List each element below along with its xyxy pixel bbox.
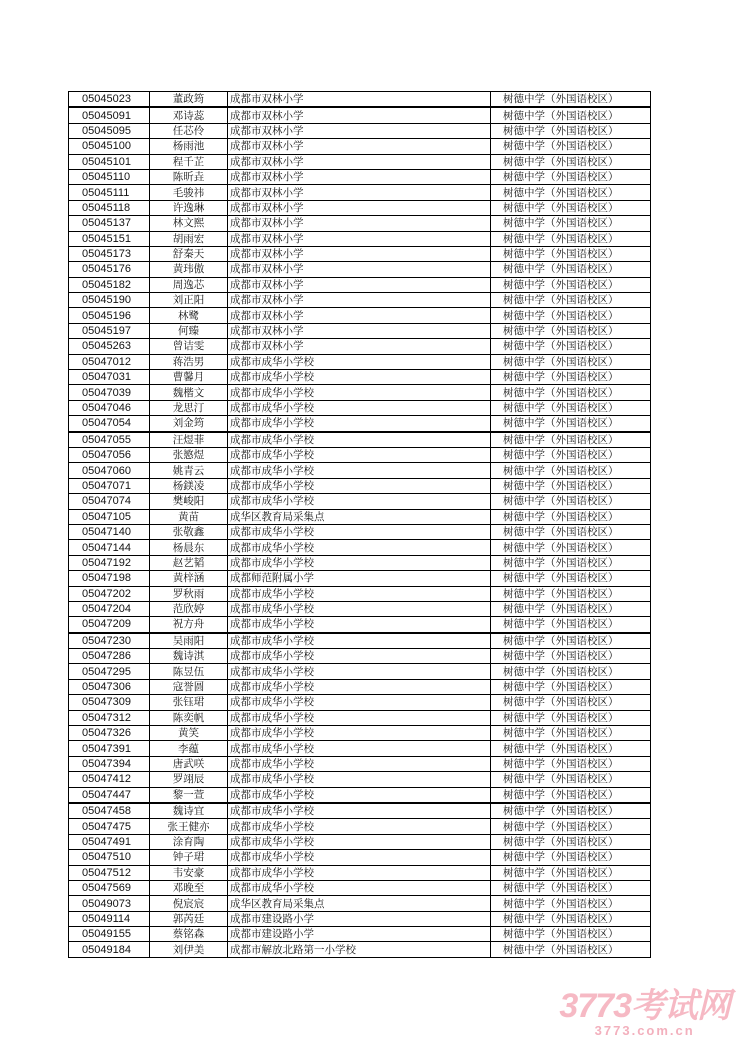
primary-school-cell: 成都市双林小学 xyxy=(228,262,491,277)
student-id-cell: 05045095 xyxy=(69,123,150,138)
student-name-cell: 寇誉圆 xyxy=(150,679,228,694)
student-id-cell: 05047391 xyxy=(69,741,150,756)
primary-school-cell: 成华区教育局采集点 xyxy=(228,509,491,524)
student-name-cell: 林鹭 xyxy=(150,308,228,323)
student-id-cell: 05045111 xyxy=(69,185,150,200)
admitted-school-cell: 树德中学（外国语校区） xyxy=(491,447,651,462)
student-id-cell: 05047209 xyxy=(69,617,150,633)
student-name-cell: 刘金筠 xyxy=(150,416,228,432)
primary-school-cell: 成都市成华小学校 xyxy=(228,400,491,415)
admission-table xyxy=(68,91,651,958)
primary-school-cell: 成都市成华小学校 xyxy=(228,679,491,694)
student-id-cell: 05045182 xyxy=(69,277,150,292)
admitted-school-cell: 树德中学（外国语校区） xyxy=(491,834,651,849)
admitted-school-cell: 树德中学（外国语校区） xyxy=(491,200,651,215)
admitted-school-cell: 树德中学（外国语校区） xyxy=(491,92,651,108)
student-id-cell: 05047569 xyxy=(69,880,150,895)
admitted-school-cell: 树德中学（外国语校区） xyxy=(491,139,651,154)
primary-school-cell: 成都市双林小学 xyxy=(228,107,491,123)
primary-school-cell: 成都市成华小学校 xyxy=(228,834,491,849)
primary-school-cell: 成都市成华小学校 xyxy=(228,756,491,771)
student-name-cell: 张敬鑫 xyxy=(150,524,228,539)
student-id-cell: 05047512 xyxy=(69,865,150,880)
table-row xyxy=(69,231,651,246)
table-row xyxy=(69,524,651,539)
student-id-cell: 05049114 xyxy=(69,911,150,926)
admitted-school-cell: 树德中学（外国语校区） xyxy=(491,679,651,694)
student-id-cell: 05047447 xyxy=(69,787,150,803)
table-row xyxy=(69,139,651,154)
table-row xyxy=(69,200,651,215)
table-row xyxy=(69,911,651,926)
admitted-school-cell: 树德中学（外国语校区） xyxy=(491,246,651,261)
student-id-cell: 05047286 xyxy=(69,649,150,664)
admitted-school-cell: 树德中学（外国语校区） xyxy=(491,664,651,679)
table-row xyxy=(69,803,651,819)
table-row xyxy=(69,649,651,664)
table-row xyxy=(69,185,651,200)
table-row xyxy=(69,571,651,586)
primary-school-cell: 成都市成华小学校 xyxy=(228,494,491,509)
table-row xyxy=(69,586,651,601)
table-row xyxy=(69,246,651,261)
admitted-school-cell: 树德中学（外国语校区） xyxy=(491,710,651,725)
admitted-school-cell: 树德中学（外国语校区） xyxy=(491,123,651,138)
primary-school-cell: 成都市双林小学 xyxy=(228,231,491,246)
table-row xyxy=(69,339,651,354)
admitted-school-cell: 树德中学（外国语校区） xyxy=(491,494,651,509)
primary-school-cell: 成都市成华小学校 xyxy=(228,710,491,725)
table-row xyxy=(69,354,651,369)
primary-school-cell: 成都市成华小学校 xyxy=(228,586,491,601)
admitted-school-cell: 树德中学（外国语校区） xyxy=(491,185,651,200)
student-name-cell: 任芯伶 xyxy=(150,123,228,138)
student-id-cell: 05045190 xyxy=(69,293,150,308)
student-name-cell: 黄玮傲 xyxy=(150,262,228,277)
primary-school-cell: 成都市成华小学校 xyxy=(228,540,491,555)
student-id-cell: 05047031 xyxy=(69,370,150,385)
admitted-school-cell: 树德中学（外国语校区） xyxy=(491,787,651,803)
primary-school-cell: 成都市成华小学校 xyxy=(228,772,491,787)
table-row xyxy=(69,679,651,694)
student-id-cell: 05047491 xyxy=(69,834,150,849)
table-row xyxy=(69,772,651,787)
primary-school-cell: 成都市成华小学校 xyxy=(228,385,491,400)
admitted-school-cell: 树德中学（外国语校区） xyxy=(491,880,651,895)
admitted-school-cell: 树德中学（外国语校区） xyxy=(491,400,651,415)
student-name-cell: 钟子珺 xyxy=(150,850,228,865)
table-row xyxy=(69,741,651,756)
primary-school-cell: 成都市成华小学校 xyxy=(228,649,491,664)
primary-school-cell: 成都市成华小学校 xyxy=(228,633,491,649)
student-id-cell: 05047230 xyxy=(69,633,150,649)
admitted-school-cell: 树德中学（外国语校区） xyxy=(491,695,651,710)
primary-school-cell: 成都市建设路小学 xyxy=(228,927,491,942)
table-row xyxy=(69,633,651,649)
admitted-school-cell: 树德中学（外国语校区） xyxy=(491,308,651,323)
student-name-cell: 吴雨阳 xyxy=(150,633,228,649)
admitted-school-cell: 树德中学（外国语校区） xyxy=(491,107,651,123)
student-id-cell: 05047306 xyxy=(69,679,150,694)
admitted-school-cell: 树德中学（外国语校区） xyxy=(491,509,651,524)
primary-school-cell: 成都市成华小学校 xyxy=(228,370,491,385)
primary-school-cell: 成都市成华小学校 xyxy=(228,447,491,462)
student-name-cell: 董政筠 xyxy=(150,92,228,108)
student-name-cell: 汪煜菲 xyxy=(150,432,228,448)
primary-school-cell: 成都市建设路小学 xyxy=(228,911,491,926)
student-name-cell: 邓诗蕊 xyxy=(150,107,228,123)
student-name-cell: 龙思汀 xyxy=(150,400,228,415)
table-row xyxy=(69,262,651,277)
student-id-cell: 05045023 xyxy=(69,92,150,108)
student-id-cell: 05047204 xyxy=(69,601,150,616)
student-name-cell: 樊峻阳 xyxy=(150,494,228,509)
admitted-school-cell: 树德中学（外国语校区） xyxy=(491,277,651,292)
student-name-cell: 祝方舟 xyxy=(150,617,228,633)
student-name-cell: 陈奕帆 xyxy=(150,710,228,725)
student-name-cell: 胡雨宏 xyxy=(150,231,228,246)
admitted-school-cell: 树德中学（外国语校区） xyxy=(491,385,651,400)
student-name-cell: 程千芷 xyxy=(150,154,228,169)
admitted-school-cell: 树德中学（外国语校区） xyxy=(491,354,651,369)
admitted-school-cell: 树德中学（外国语校区） xyxy=(491,555,651,570)
primary-school-cell: 成都市双林小学 xyxy=(228,139,491,154)
admitted-school-cell: 树德中学（外国语校区） xyxy=(491,463,651,478)
student-name-cell: 涂育陶 xyxy=(150,834,228,849)
student-id-cell: 05045151 xyxy=(69,231,150,246)
student-id-cell: 05045197 xyxy=(69,323,150,338)
student-id-cell: 05047144 xyxy=(69,540,150,555)
primary-school-cell: 成都市成华小学校 xyxy=(228,524,491,539)
table-row xyxy=(69,850,651,865)
student-id-cell: 05047039 xyxy=(69,385,150,400)
table-row xyxy=(69,726,651,741)
primary-school-cell: 成都市成华小学校 xyxy=(228,463,491,478)
table-row xyxy=(69,308,651,323)
admitted-school-cell: 树德中学（外国语校区） xyxy=(491,633,651,649)
table-row xyxy=(69,494,651,509)
admitted-school-cell: 树德中学（外国语校区） xyxy=(491,293,651,308)
student-name-cell: 黄笑 xyxy=(150,726,228,741)
primary-school-cell: 成都市双林小学 xyxy=(228,323,491,338)
table-row xyxy=(69,880,651,895)
admitted-school-cell: 树德中学（外国语校区） xyxy=(491,850,651,865)
watermark-logo: 3773考试网 xyxy=(559,987,730,1025)
student-id-cell: 05045101 xyxy=(69,154,150,169)
primary-school-cell: 成都市解放北路第一小学校 xyxy=(228,942,491,957)
student-id-cell: 05047140 xyxy=(69,524,150,539)
admitted-school-cell: 树德中学（外国语校区） xyxy=(491,819,651,834)
table-row xyxy=(69,942,651,957)
primary-school-cell: 成都市成华小学校 xyxy=(228,850,491,865)
student-id-cell: 05045091 xyxy=(69,107,150,123)
primary-school-cell: 成都市双林小学 xyxy=(228,277,491,292)
student-name-cell: 曾诘雯 xyxy=(150,339,228,354)
table-row xyxy=(69,555,651,570)
table-row xyxy=(69,370,651,385)
table-row xyxy=(69,756,651,771)
primary-school-cell: 成都市双林小学 xyxy=(228,200,491,215)
student-id-cell: 05047054 xyxy=(69,416,150,432)
table-row xyxy=(69,601,651,616)
primary-school-cell: 成都市成华小学校 xyxy=(228,664,491,679)
admitted-school-cell: 树德中学（外国语校区） xyxy=(491,540,651,555)
student-name-cell: 张慜煜 xyxy=(150,447,228,462)
primary-school-cell: 成华区教育局采集点 xyxy=(228,896,491,911)
student-name-cell: 刘伊美 xyxy=(150,942,228,957)
student-id-cell: 05047192 xyxy=(69,555,150,570)
student-id-cell: 05047295 xyxy=(69,664,150,679)
admitted-school-cell: 树德中学（外国语校区） xyxy=(491,803,651,819)
student-name-cell: 杨雨池 xyxy=(150,139,228,154)
student-name-cell: 杨鎂凌 xyxy=(150,478,228,493)
student-name-cell: 周逸芯 xyxy=(150,277,228,292)
student-name-cell: 李蕴 xyxy=(150,741,228,756)
admitted-school-cell: 树德中学（外国语校区） xyxy=(491,216,651,231)
admitted-school-cell: 树德中学（外国语校区） xyxy=(491,169,651,184)
student-name-cell: 魏楷文 xyxy=(150,385,228,400)
admission-table-body xyxy=(69,92,651,958)
primary-school-cell: 成都市成华小学校 xyxy=(228,803,491,819)
table-row xyxy=(69,123,651,138)
admitted-school-cell: 树德中学（外国语校区） xyxy=(491,601,651,616)
student-name-cell: 张王健亦 xyxy=(150,819,228,834)
student-id-cell: 05047510 xyxy=(69,850,150,865)
admitted-school-cell: 树德中学（外国语校区） xyxy=(491,865,651,880)
table-row xyxy=(69,819,651,834)
admitted-school-cell: 树德中学（外国语校区） xyxy=(491,896,651,911)
student-name-cell: 毛骏祎 xyxy=(150,185,228,200)
table-row xyxy=(69,664,651,679)
table-row xyxy=(69,695,651,710)
admitted-school-cell: 树德中学（外国语校区） xyxy=(491,726,651,741)
table-row xyxy=(69,107,651,123)
student-id-cell: 05047475 xyxy=(69,819,150,834)
student-id-cell: 05045176 xyxy=(69,262,150,277)
student-name-cell: 邓晚至 xyxy=(150,880,228,895)
student-name-cell: 范欣婷 xyxy=(150,601,228,616)
student-id-cell: 05049073 xyxy=(69,896,150,911)
student-id-cell: 05047312 xyxy=(69,710,150,725)
admitted-school-cell: 树德中学（外国语校区） xyxy=(491,649,651,664)
admitted-school-cell: 树德中学（外国语校区） xyxy=(491,323,651,338)
table-row xyxy=(69,540,651,555)
admitted-school-cell: 树德中学（外国语校区） xyxy=(491,416,651,432)
student-name-cell: 刘正阳 xyxy=(150,293,228,308)
primary-school-cell: 成都市双林小学 xyxy=(228,339,491,354)
primary-school-cell: 成都市成华小学校 xyxy=(228,601,491,616)
student-name-cell: 唐武咲 xyxy=(150,756,228,771)
table-row xyxy=(69,385,651,400)
admitted-school-cell: 树德中学（外国语校区） xyxy=(491,772,651,787)
student-id-cell: 05049155 xyxy=(69,927,150,942)
student-id-cell: 05047309 xyxy=(69,695,150,710)
student-id-cell: 05047198 xyxy=(69,571,150,586)
student-name-cell: 曹馨月 xyxy=(150,370,228,385)
student-name-cell: 何臻 xyxy=(150,323,228,338)
admitted-school-cell: 树德中学（外国语校区） xyxy=(491,339,651,354)
admitted-school-cell: 树德中学（外国语校区） xyxy=(491,262,651,277)
student-id-cell: 05047458 xyxy=(69,803,150,819)
student-name-cell: 黎一萱 xyxy=(150,787,228,803)
primary-school-cell: 成都市成华小学校 xyxy=(228,819,491,834)
primary-school-cell: 成都市双林小学 xyxy=(228,308,491,323)
student-id-cell: 05047326 xyxy=(69,726,150,741)
table-row xyxy=(69,710,651,725)
admitted-school-cell: 树德中学（外国语校区） xyxy=(491,942,651,957)
primary-school-cell: 成都市成华小学校 xyxy=(228,787,491,803)
student-id-cell: 05045100 xyxy=(69,139,150,154)
admitted-school-cell: 树德中学（外国语校区） xyxy=(491,927,651,942)
table-row xyxy=(69,834,651,849)
primary-school-cell: 成都市成华小学校 xyxy=(228,880,491,895)
student-name-cell: 黄梓涵 xyxy=(150,571,228,586)
primary-school-cell: 成都市双林小学 xyxy=(228,293,491,308)
primary-school-cell: 成都市双林小学 xyxy=(228,154,491,169)
admitted-school-cell: 树德中学（外国语校区） xyxy=(491,911,651,926)
student-id-cell: 05047394 xyxy=(69,756,150,771)
student-id-cell: 05047055 xyxy=(69,432,150,448)
primary-school-cell: 成都市双林小学 xyxy=(228,169,491,184)
table-row xyxy=(69,400,651,415)
student-name-cell: 许逸琳 xyxy=(150,200,228,215)
admitted-school-cell: 树德中学（外国语校区） xyxy=(491,154,651,169)
primary-school-cell: 成都市成华小学校 xyxy=(228,695,491,710)
student-name-cell: 罗翊辰 xyxy=(150,772,228,787)
table-row xyxy=(69,617,651,633)
table-row xyxy=(69,323,651,338)
student-name-cell: 罗秋雨 xyxy=(150,586,228,601)
student-id-cell: 05047046 xyxy=(69,400,150,415)
admitted-school-cell: 树德中学（外国语校区） xyxy=(491,741,651,756)
primary-school-cell: 成都市成华小学校 xyxy=(228,617,491,633)
admitted-school-cell: 树德中学（外国语校区） xyxy=(491,571,651,586)
primary-school-cell: 成都市双林小学 xyxy=(228,92,491,108)
primary-school-cell: 成都师范附属小学 xyxy=(228,571,491,586)
student-id-cell: 05047074 xyxy=(69,494,150,509)
primary-school-cell: 成都市双林小学 xyxy=(228,246,491,261)
student-id-cell: 05045118 xyxy=(69,200,150,215)
table-row xyxy=(69,416,651,432)
student-name-cell: 蒋浩男 xyxy=(150,354,228,369)
student-id-cell: 05047202 xyxy=(69,586,150,601)
table-row xyxy=(69,927,651,942)
table-row xyxy=(69,92,651,108)
student-name-cell: 倪宸宸 xyxy=(150,896,228,911)
student-id-cell: 05047105 xyxy=(69,509,150,524)
student-id-cell: 05045173 xyxy=(69,246,150,261)
student-name-cell: 陈昱伍 xyxy=(150,664,228,679)
student-name-cell: 林文熙 xyxy=(150,216,228,231)
student-name-cell: 魏诗宜 xyxy=(150,803,228,819)
table-row xyxy=(69,865,651,880)
primary-school-cell: 成都市成华小学校 xyxy=(228,416,491,432)
primary-school-cell: 成都市双林小学 xyxy=(228,216,491,231)
primary-school-cell: 成都市成华小学校 xyxy=(228,478,491,493)
admitted-school-cell: 树德中学（外国语校区） xyxy=(491,231,651,246)
student-name-cell: 舒秦天 xyxy=(150,246,228,261)
admitted-school-cell: 树德中学（外国语校区） xyxy=(491,478,651,493)
admitted-school-cell: 树德中学（外国语校区） xyxy=(491,524,651,539)
student-name-cell: 姚青云 xyxy=(150,463,228,478)
table-row xyxy=(69,277,651,292)
primary-school-cell: 成都市双林小学 xyxy=(228,123,491,138)
table-row xyxy=(69,154,651,169)
primary-school-cell: 成都市双林小学 xyxy=(228,185,491,200)
student-name-cell: 张钰珺 xyxy=(150,695,228,710)
student-name-cell: 赵艺韬 xyxy=(150,555,228,570)
student-name-cell: 郭芮廷 xyxy=(150,911,228,926)
student-id-cell: 05047060 xyxy=(69,463,150,478)
primary-school-cell: 成都市成华小学校 xyxy=(228,354,491,369)
student-id-cell: 05047012 xyxy=(69,354,150,369)
student-name-cell: 杨晨东 xyxy=(150,540,228,555)
table-row xyxy=(69,463,651,478)
student-id-cell: 05045137 xyxy=(69,216,150,231)
table-row xyxy=(69,478,651,493)
student-id-cell: 05047071 xyxy=(69,478,150,493)
student-id-cell: 05047412 xyxy=(69,772,150,787)
table-row xyxy=(69,216,651,231)
student-name-cell: 陈昕垚 xyxy=(150,169,228,184)
student-id-cell: 05045110 xyxy=(69,169,150,184)
table-row xyxy=(69,447,651,462)
watermark-url: 3773.com.cn xyxy=(594,1023,695,1038)
student-name-cell: 黄苗 xyxy=(150,509,228,524)
student-name-cell: 蔡铭森 xyxy=(150,927,228,942)
primary-school-cell: 成都市成华小学校 xyxy=(228,741,491,756)
admitted-school-cell: 树德中学（外国语校区） xyxy=(491,617,651,633)
primary-school-cell: 成都市成华小学校 xyxy=(228,726,491,741)
primary-school-cell: 成都市成华小学校 xyxy=(228,865,491,880)
table-row xyxy=(69,896,651,911)
admitted-school-cell: 树德中学（外国语校区） xyxy=(491,432,651,448)
admitted-school-cell: 树德中学（外国语校区） xyxy=(491,756,651,771)
student-id-cell: 05045263 xyxy=(69,339,150,354)
table-row xyxy=(69,169,651,184)
table-row xyxy=(69,787,651,803)
student-id-cell: 05047056 xyxy=(69,447,150,462)
primary-school-cell: 成都市成华小学校 xyxy=(228,555,491,570)
student-name-cell: 魏诗淇 xyxy=(150,649,228,664)
student-name-cell: 韦安豪 xyxy=(150,865,228,880)
table-row xyxy=(69,509,651,524)
table-row xyxy=(69,432,651,448)
admitted-school-cell: 树德中学（外国语校区） xyxy=(491,586,651,601)
table-row xyxy=(69,293,651,308)
student-id-cell: 05045196 xyxy=(69,308,150,323)
site-watermark xyxy=(559,989,730,1038)
admitted-school-cell: 树德中学（外国语校区） xyxy=(491,370,651,385)
student-id-cell: 05049184 xyxy=(69,942,150,957)
primary-school-cell: 成都市成华小学校 xyxy=(228,432,491,448)
